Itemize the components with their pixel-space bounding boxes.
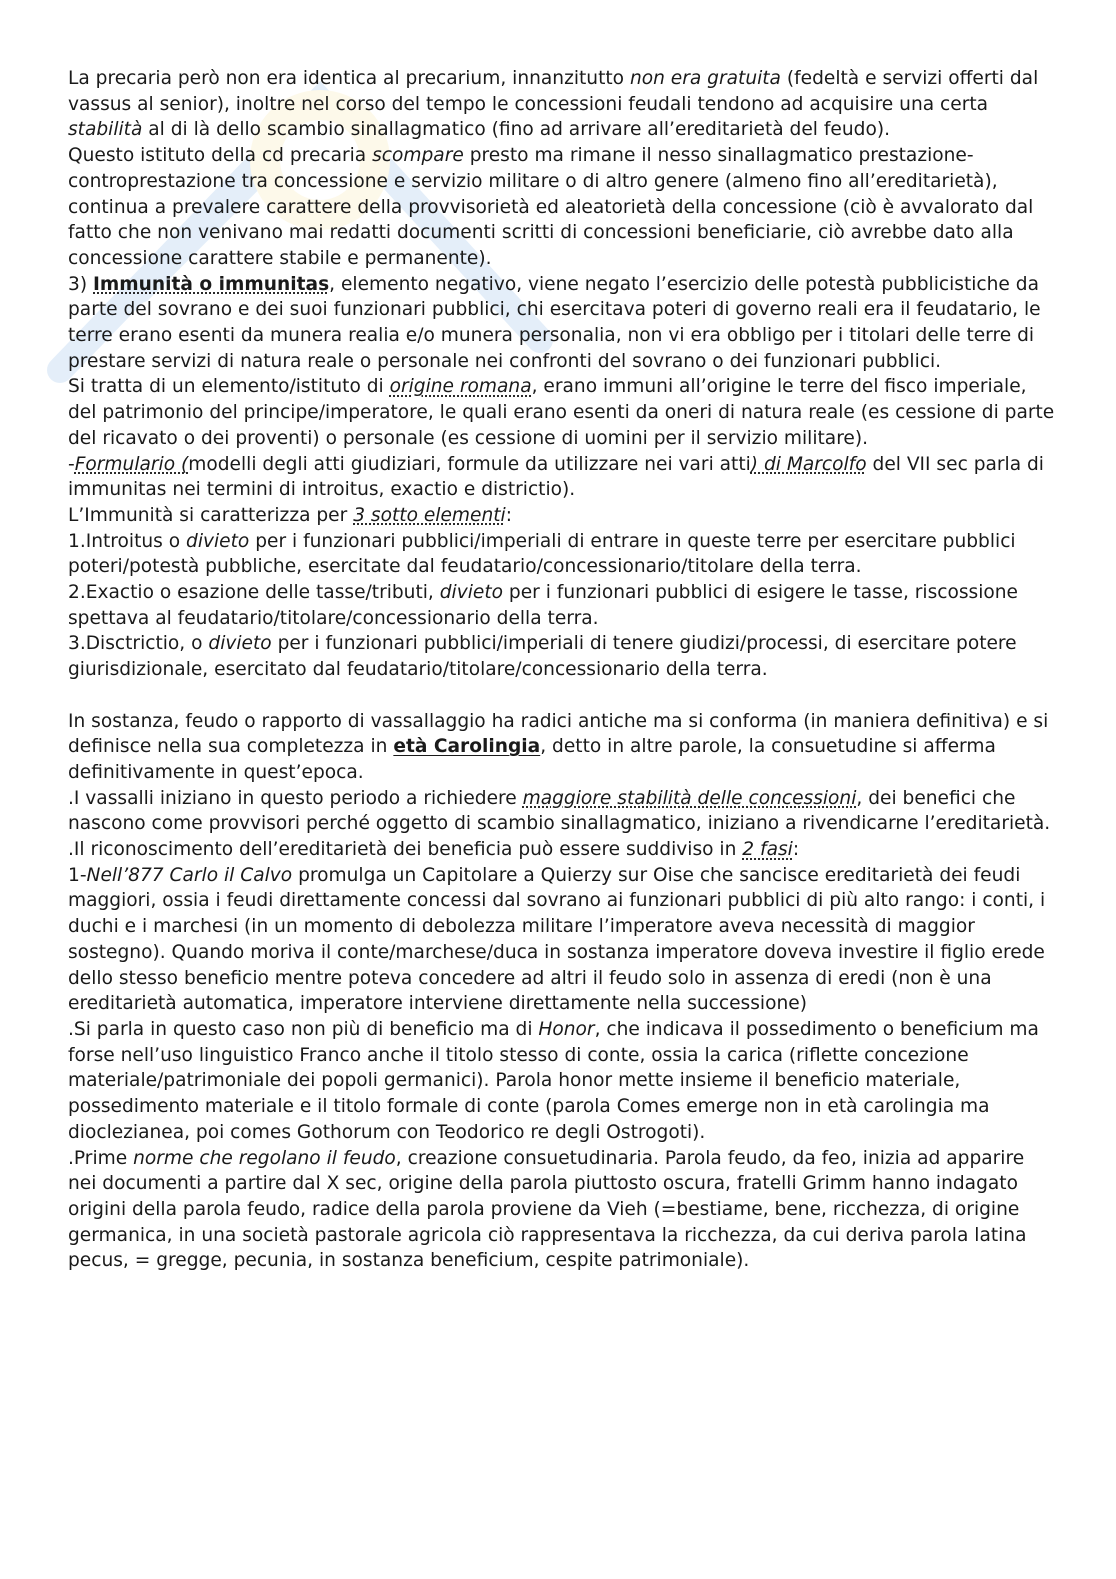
- text-run: La precaria però non era identica al precarium, innanzitutto: [68, 68, 630, 89]
- text-run: per i funzionari pubblici/imperiali di entrare in queste terre per esercitare pubblici poteri/potestà pubbliche, esercitate dal feudatario/concessionario/titolare della terra.: [68, 530, 1016, 578]
- text-run: 3.Disctrictio, o: [68, 633, 209, 655]
- text-run: -: [68, 453, 75, 475]
- text-run: per i funzionari pubblici/imperiali di tenere giudizi/processi, di esercitare potere giurisdizionale, esercitato dal feudatario/titolare/concessionario della terra.: [68, 633, 1017, 681]
- text-run: , elemento negativo, viene negato l’esercizio delle potestà pubblicistiche da parte del sovrano e dei suoi funzionari pubblici, chi esercitava poteri di governo reali era il feudatario, le terre erano esenti da munera realia e/o munera personalia, non vi era obbligo per i titolari delle terre di prestare servizi di natura reale o personale nei confronti del sovrano o dei funzionari pubblici.: [68, 273, 1041, 372]
- text-run: Honor: [538, 1019, 595, 1040]
- text-run: norme che regolano il feudo: [133, 1147, 396, 1169]
- text-run: , detto in altre parole, la consuetudine si afferma definitivamente in quest’epoca.: [68, 736, 996, 783]
- text-run: maggiore stabilità delle concessioni: [522, 787, 857, 809]
- text-run: .Il riconoscimento dell’ereditarietà dei beneficia può essere suddiviso in: [68, 839, 743, 861]
- paragraph: [68, 503, 1058, 529]
- paragraph: [68, 837, 1058, 863]
- text-run: L’Immunità si caratterizza per: [68, 504, 354, 526]
- text-run: del VII sec parla di immunitas nei termini di introitus, exactio e districtio).: [68, 453, 1044, 501]
- text-run: .Prime: [68, 1147, 134, 1169]
- text-run: promulga un Capitolare a Quierzy sur Oise che sancisce ereditarietà dei feudi maggiori, ossia i feudi direttamente concessi dal sovrano ai funzionari pubblici di più alto rango: i conti, i duchi e i marchesi (in un momento di debolezza militare l’imperatore aveva necessità di maggior sostegno). Quando moriva il conte/marchese/duca in sostanza imperatore doveva investire il figlio erede dello stesso beneficio mentre poteva concedere ad altri il feudo solo in assenza di eredi (non è una ereditarietà automatica, imperatore interviene direttamente nella successione): [68, 864, 1046, 1015]
- paragraph: [68, 272, 1058, 375]
- document-body: [68, 66, 1058, 1274]
- text-run: Formulario (: [74, 453, 189, 475]
- text-run: divieto: [208, 633, 272, 655]
- paragraph: [68, 66, 1058, 143]
- paragraph: [68, 1017, 1058, 1146]
- text-run: divieto: [439, 582, 503, 604]
- text-run: Questo istituto della cd precaria: [68, 145, 373, 167]
- paragraph: [68, 374, 1058, 451]
- text-run: 2.Exactio o esazione delle tasse/tributi,: [68, 582, 440, 604]
- text-run: 1-: [68, 864, 87, 886]
- paragraph: [68, 143, 1058, 272]
- text-run: Nell’877 Carlo il Calvo: [86, 864, 293, 886]
- paragraph: [68, 529, 1058, 580]
- text-run: modelli degli atti giudiziari, formule da utilizzare nei vari atti: [188, 453, 751, 475]
- text-run: età Carolingia: [393, 736, 541, 758]
- text-run: ) di Marcolfo: [750, 453, 867, 475]
- text-run: 3 sotto elementi: [353, 504, 506, 526]
- text-run: divieto: [186, 530, 250, 552]
- text-run: per i funzionari pubblici di esigere le tasse, riscossione spettava al feudatario/titolare/concessionario della terra.: [68, 582, 1018, 629]
- paragraph: [68, 863, 1058, 1017]
- document-page: [68, 66, 1058, 1274]
- text-run: stabilità: [68, 119, 143, 141]
- text-run: non era gratuita: [629, 68, 781, 89]
- text-run: , che indicava il possedimento o beneficium ma forse nell’uso linguistico Franco anche il titolo stesso di conte, ossia la carica (riflette concezione materiale/patrimoniale dei popoli germanici). Parola honor mette insieme il beneficio materiale, possedimento materiale e il titolo formale di conte (parola Comes emerge non in età carolingia ma dioclezianea, poi comes Gothorum con Teodorico re degli Ostrogoti).: [68, 1019, 1039, 1143]
- text-run: :: [505, 504, 512, 526]
- paragraph: [68, 580, 1058, 631]
- paragraph: [68, 631, 1058, 682]
- paragraph: [68, 452, 1058, 503]
- text-run: 1.Introitus o: [68, 530, 187, 552]
- paragraph: [68, 1146, 1058, 1275]
- text-run: origine romana: [389, 376, 532, 398]
- text-run: 3): [68, 273, 93, 295]
- paragraph-spacer: [68, 683, 1058, 709]
- text-run: :: [792, 839, 800, 861]
- text-run: presto ma rimane il nesso sinallagmatico prestazione-controprestazione tra concessione e servizio militare o di altro genere (almeno fino all’ereditarietà), continua a prevalere carattere della provvisorietà ed aleatorietà della concessione (ciò è avvalorato dal fatto che non venivano mai redatti documenti scritti di concessioni beneficiarie, ciò avrebbe dato alla concessione carattere stabile e permanente).: [68, 145, 1034, 269]
- text-run: 2 fasi: [742, 839, 793, 861]
- paragraph: [68, 786, 1058, 837]
- text-run: al di là dello scambio sinallagmatico (fino ad arrivare all’ereditarietà del feudo).: [142, 119, 890, 141]
- text-run: .Si parla in questo caso non più di beneficio ma di: [68, 1019, 539, 1040]
- paragraph: [68, 709, 1058, 786]
- text-run: .I vassalli iniziano in questo periodo a richiedere: [68, 787, 523, 809]
- text-run: , creazione consuetudinaria. Parola feudo, da feo, inizia ad apparire nei documenti a partire dal X sec, origine della parola piuttosto oscura, fratelli Grimm hanno indagato origini della parola feudo, radice della parola proviene da Vieh (=bestiame, bene, ricchezza, di origine germanica, in una società pastorale agricola ciò rappresentava la ricchezza, da cui deriva parola latina pecus, = gregge, pecunia, in sostanza beneficium, cespite patrimoniale).: [68, 1147, 1027, 1272]
- text-run: , dei benefici che nascono come provvisori perché oggetto di scambio sinallagmatico, iniziano a rivendicarne l’ereditarietà.: [68, 787, 1051, 835]
- text-run: , erano immuni all’origine le terre del fisco imperiale, del patrimonio del principe/imperatore, le quali erano esenti da oneri di natura reale (es cessione di parte del ricavato o dei proventi) o personale (es cessione di uomini per il servizio militare).: [68, 376, 1055, 449]
- text-run: Immunità o immunitas: [93, 273, 330, 295]
- text-run: scompare: [372, 145, 464, 167]
- text-run: (fedeltà e servizi offerti dal vassus al senior), inoltre nel corso del tempo le concessioni feudali tendono ad acquisire una certa: [68, 68, 1039, 115]
- text-run: In sostanza, feudo o rapporto di vassallaggio ha radici antiche ma si conforma (in maniera definitiva) e si definisce nella sua completezza in: [68, 710, 1049, 758]
- text-run: Si tratta di un elemento/istituto di: [68, 376, 390, 398]
